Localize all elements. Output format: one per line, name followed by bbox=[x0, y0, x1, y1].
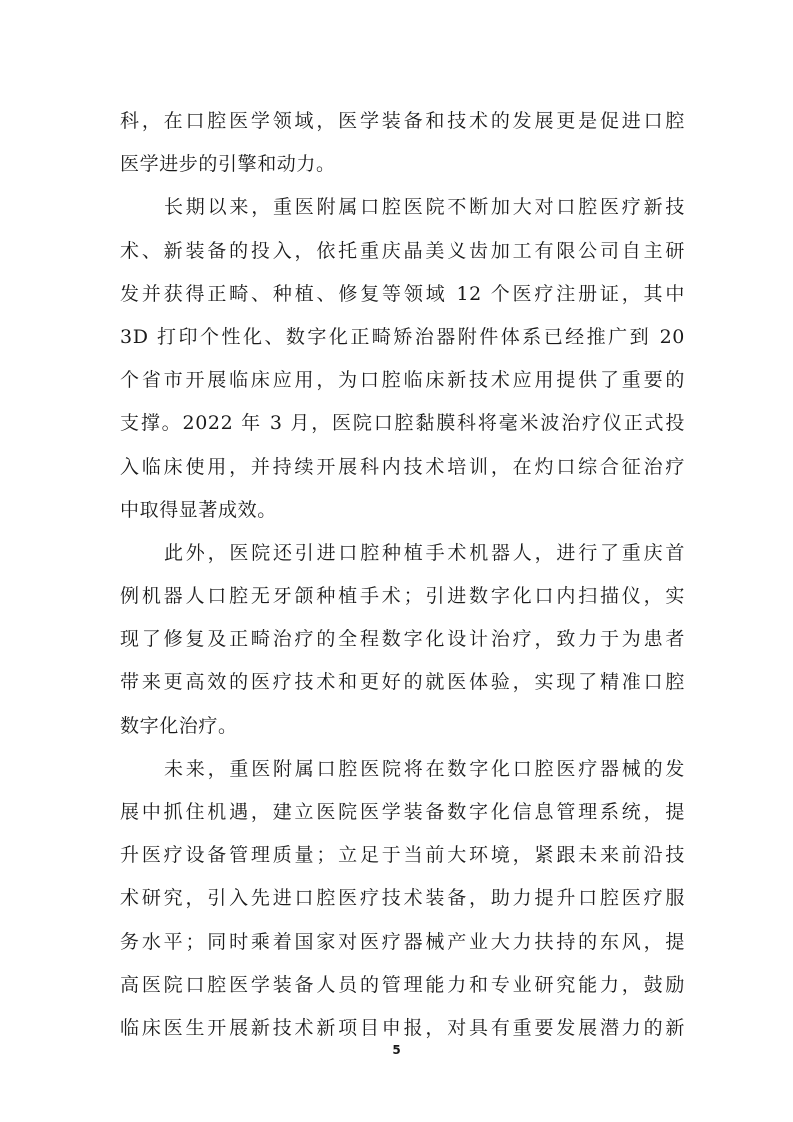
body-text bbox=[120, 100, 685, 1050]
paragraph-first-line: 未来，重医附属口腔医院将在数字化口腔医疗器械的发 bbox=[164, 757, 685, 780]
paragraph-first-line: 此外，医院还引进口腔种植手术机器人，进行了重庆首 bbox=[164, 541, 685, 564]
paragraph-first-line: 长期以来，重医附属口腔医院不断加大对口腔医疗新技 bbox=[164, 196, 685, 219]
text-line: 现了修复及正畸治疗的全程数字化设计治疗，致力于为患者 bbox=[120, 628, 685, 651]
text-line: 3D 打印个性化、数字化正畸矫治器附件体系已经推广到 20 bbox=[120, 325, 685, 348]
text-line: 带来更高效的医疗技术和更好的就医体验，实现了精准口腔 bbox=[120, 671, 685, 694]
text-line: 务水平；同时乘着国家对医疗器械产业大力扶持的东风，提 bbox=[120, 930, 685, 953]
text-line: 科，在口腔医学领域，医学装备和技术的发展更是促进口腔 bbox=[120, 110, 685, 132]
text-line: 入临床使用，并持续开展科内技术培训，在灼口综合征治疗 bbox=[120, 455, 685, 478]
text-line: 中取得显著成效。 bbox=[120, 498, 277, 521]
text-line: 升医疗设备管理质量；立足于当前大环境，紧跟未来前沿技 bbox=[120, 844, 685, 867]
text-line: 发并获得正畸、种植、修复等领域 12 个医疗注册证，其中 bbox=[120, 282, 685, 305]
text-line: 展中抓住机遇，建立医院医学装备数字化信息管理系统，提 bbox=[120, 801, 685, 823]
text-line: 医学进步的引擎和动力。 bbox=[120, 153, 336, 176]
text-line: 数字化治疗。 bbox=[120, 714, 238, 737]
page-number: 5 bbox=[392, 1043, 401, 1057]
text-line: 术研究，引入先进口腔医疗技术装备，助力提升口腔医疗服 bbox=[120, 887, 685, 910]
text-line: 例机器人口腔无牙颌种植手术；引进数字化口内扫描仪，实 bbox=[120, 585, 685, 608]
text-line: 高医院口腔医学装备人员的管理能力和专业研究能力，鼓励 bbox=[120, 973, 685, 996]
text-line: 临床医生开展新技术新项目申报，对具有重要发展潜力的新 bbox=[120, 1016, 685, 1039]
text-line: 支撑。2022 年 3 月，医院口腔黏膜科将毫米波治疗仪正式投 bbox=[120, 412, 685, 435]
text-line: 术、新装备的投入，依托重庆晶美义齿加工有限公司自主研 bbox=[120, 239, 685, 262]
text-line: 个省市开展临床应用，为口腔临床新技术应用提供了重要的 bbox=[120, 369, 685, 392]
